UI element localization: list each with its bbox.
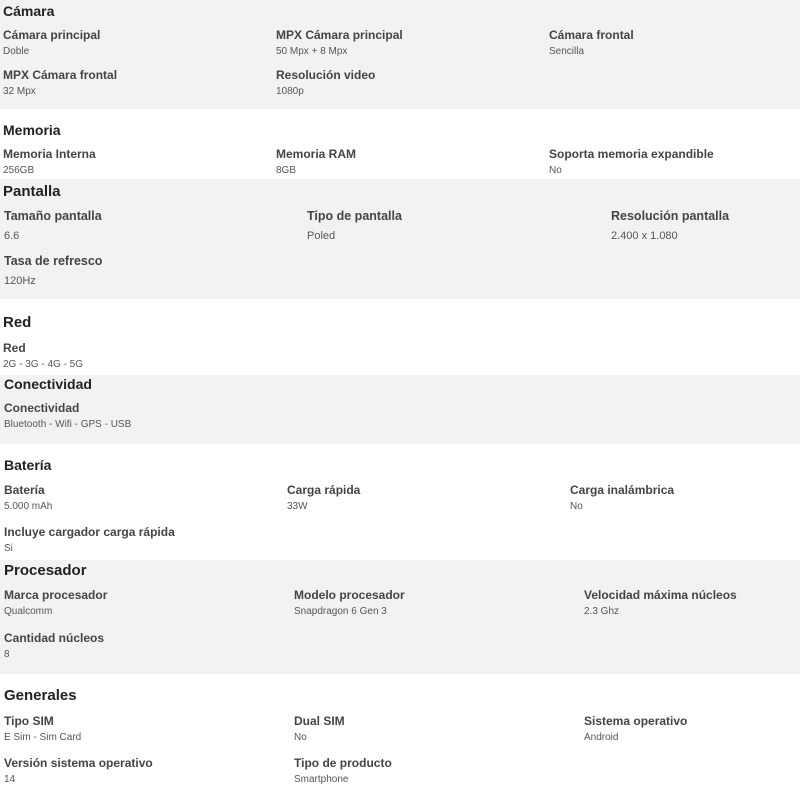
spec-marca-procesador: [4, 588, 107, 617]
spec-value: Bluetooth - Wifi - GPS - USB: [4, 419, 132, 430]
spec-value: Android: [584, 732, 619, 743]
section-title: Red: [3, 314, 32, 331]
spec-value: 256GB: [3, 165, 35, 176]
section-title: Memoria: [3, 122, 61, 138]
spec-memoria-ram: [276, 147, 356, 176]
spec-value: 6.6: [4, 230, 20, 242]
section-title: Cámara: [3, 3, 55, 19]
spec-value: Doble: [3, 46, 30, 57]
spec-value: 14: [4, 774, 16, 785]
spec-cantidad-nucleos: [4, 631, 104, 660]
spec-value: 8: [4, 649, 10, 660]
spec-red: [3, 341, 83, 370]
spec-value: E Sim - Sim Card: [4, 732, 82, 743]
spec-label: Carga rápida: [287, 483, 361, 497]
spec-value: No: [294, 732, 307, 743]
spec-value: No: [549, 165, 562, 176]
spec-label: MPX Cámara frontal: [3, 68, 118, 82]
spec-value: 2.400 x 1.080: [611, 230, 678, 242]
spec-tamano-pantalla: [4, 209, 102, 242]
spec-label: Tamaño pantalla: [4, 209, 102, 223]
spec-tipo-producto: [294, 756, 392, 785]
spec-velocidad-nucleos: [584, 588, 737, 617]
spec-label: Resolución pantalla: [611, 209, 730, 223]
section-title: Generales: [4, 687, 77, 704]
spec-sistema-operativo: [584, 714, 687, 743]
spec-label: Modelo procesador: [294, 588, 405, 602]
section-camara: [0, 0, 800, 109]
spec-label: Red: [3, 341, 26, 355]
spec-mpx-camara-principal: [276, 28, 403, 57]
spec-label: Cámara frontal: [549, 28, 634, 42]
spec-resolucion-pantalla: [611, 209, 729, 242]
spec-camara-frontal: [549, 28, 634, 57]
spec-value: 120Hz: [4, 275, 36, 287]
spec-label: Tasa de refresco: [4, 254, 103, 268]
section-title: Batería: [4, 457, 52, 473]
spec-label: Memoria RAM: [276, 147, 357, 161]
spec-label: Soporta memoria expandible: [549, 147, 714, 161]
spec-label: Dual SIM: [294, 714, 345, 728]
spec-label: Sistema operativo: [584, 714, 688, 728]
spec-tasa-refresco: [4, 254, 102, 287]
spec-label: Tipo SIM: [4, 714, 54, 728]
spec-label: Batería: [4, 483, 45, 497]
spec-value: 33W: [287, 501, 308, 512]
spec-value: No: [570, 501, 583, 512]
spec-value: Si: [4, 543, 13, 554]
spec-conectividad: [4, 401, 131, 430]
spec-memoria-expandible: [549, 147, 714, 176]
spec-value: 32 Mpx: [3, 86, 36, 97]
spec-bateria: [4, 483, 52, 512]
spec-value: Qualcomm: [4, 606, 53, 617]
spec-dual-sim: [294, 714, 345, 743]
section-pantalla: [0, 179, 800, 299]
spec-carga-inalambrica: [570, 483, 674, 512]
spec-label: Velocidad máxima núcleos: [584, 588, 737, 602]
section-title: Procesador: [4, 562, 87, 579]
spec-modelo-procesador: [294, 588, 405, 617]
spec-tipo-pantalla: [307, 209, 402, 242]
section-conectividad: [0, 375, 800, 444]
spec-label: Tipo de producto: [294, 756, 392, 770]
spec-label: Cantidad núcleos: [4, 631, 105, 645]
spec-value: Poled: [307, 230, 336, 242]
spec-value: Smartphone: [294, 774, 349, 785]
spec-value: Snapdragon 6 Gen 3: [294, 606, 387, 617]
section-bateria: [0, 444, 800, 560]
section-memoria: [0, 109, 800, 179]
section-title: Pantalla: [3, 183, 61, 200]
spec-value: 5.000 mAh: [4, 501, 53, 512]
spec-mpx-camara-frontal: [3, 68, 117, 97]
spec-label: Tipo de pantalla: [307, 209, 402, 223]
spec-tipo-sim: [4, 714, 81, 743]
spec-label: Resolución video: [276, 68, 376, 82]
section-red: [0, 299, 800, 375]
spec-memoria-interna: [3, 147, 96, 176]
spec-version-sistema: [4, 756, 153, 785]
spec-carga-rapida: [287, 483, 360, 512]
spec-label: MPX Cámara principal: [276, 28, 403, 42]
spec-label: Conectividad: [4, 401, 80, 415]
spec-label: Memoria Interna: [3, 147, 96, 161]
section-procesador: [0, 560, 800, 674]
section-generales: [0, 674, 800, 800]
spec-label: Cámara principal: [3, 28, 101, 42]
spec-value: 2G - 3G - 4G - 5G: [3, 359, 84, 370]
spec-value: 2.3 Ghz: [584, 606, 620, 617]
spec-value: Sencilla: [549, 46, 585, 57]
spec-value: 50 Mpx + 8 Mpx: [276, 46, 348, 57]
spec-resolucion-video: [276, 68, 375, 97]
spec-label: Marca procesador: [4, 588, 108, 602]
spec-label: Versión sistema operativo: [4, 756, 153, 770]
spec-camara-principal: [3, 28, 100, 57]
section-title: Conectividad: [4, 376, 92, 392]
spec-value: 8GB: [276, 165, 297, 176]
spec-value: 1080p: [276, 86, 304, 97]
spec-incluye-cargador: [4, 525, 175, 554]
spec-label: Incluye cargador carga rápida: [4, 525, 175, 539]
spec-label: Carga inalámbrica: [570, 483, 675, 497]
